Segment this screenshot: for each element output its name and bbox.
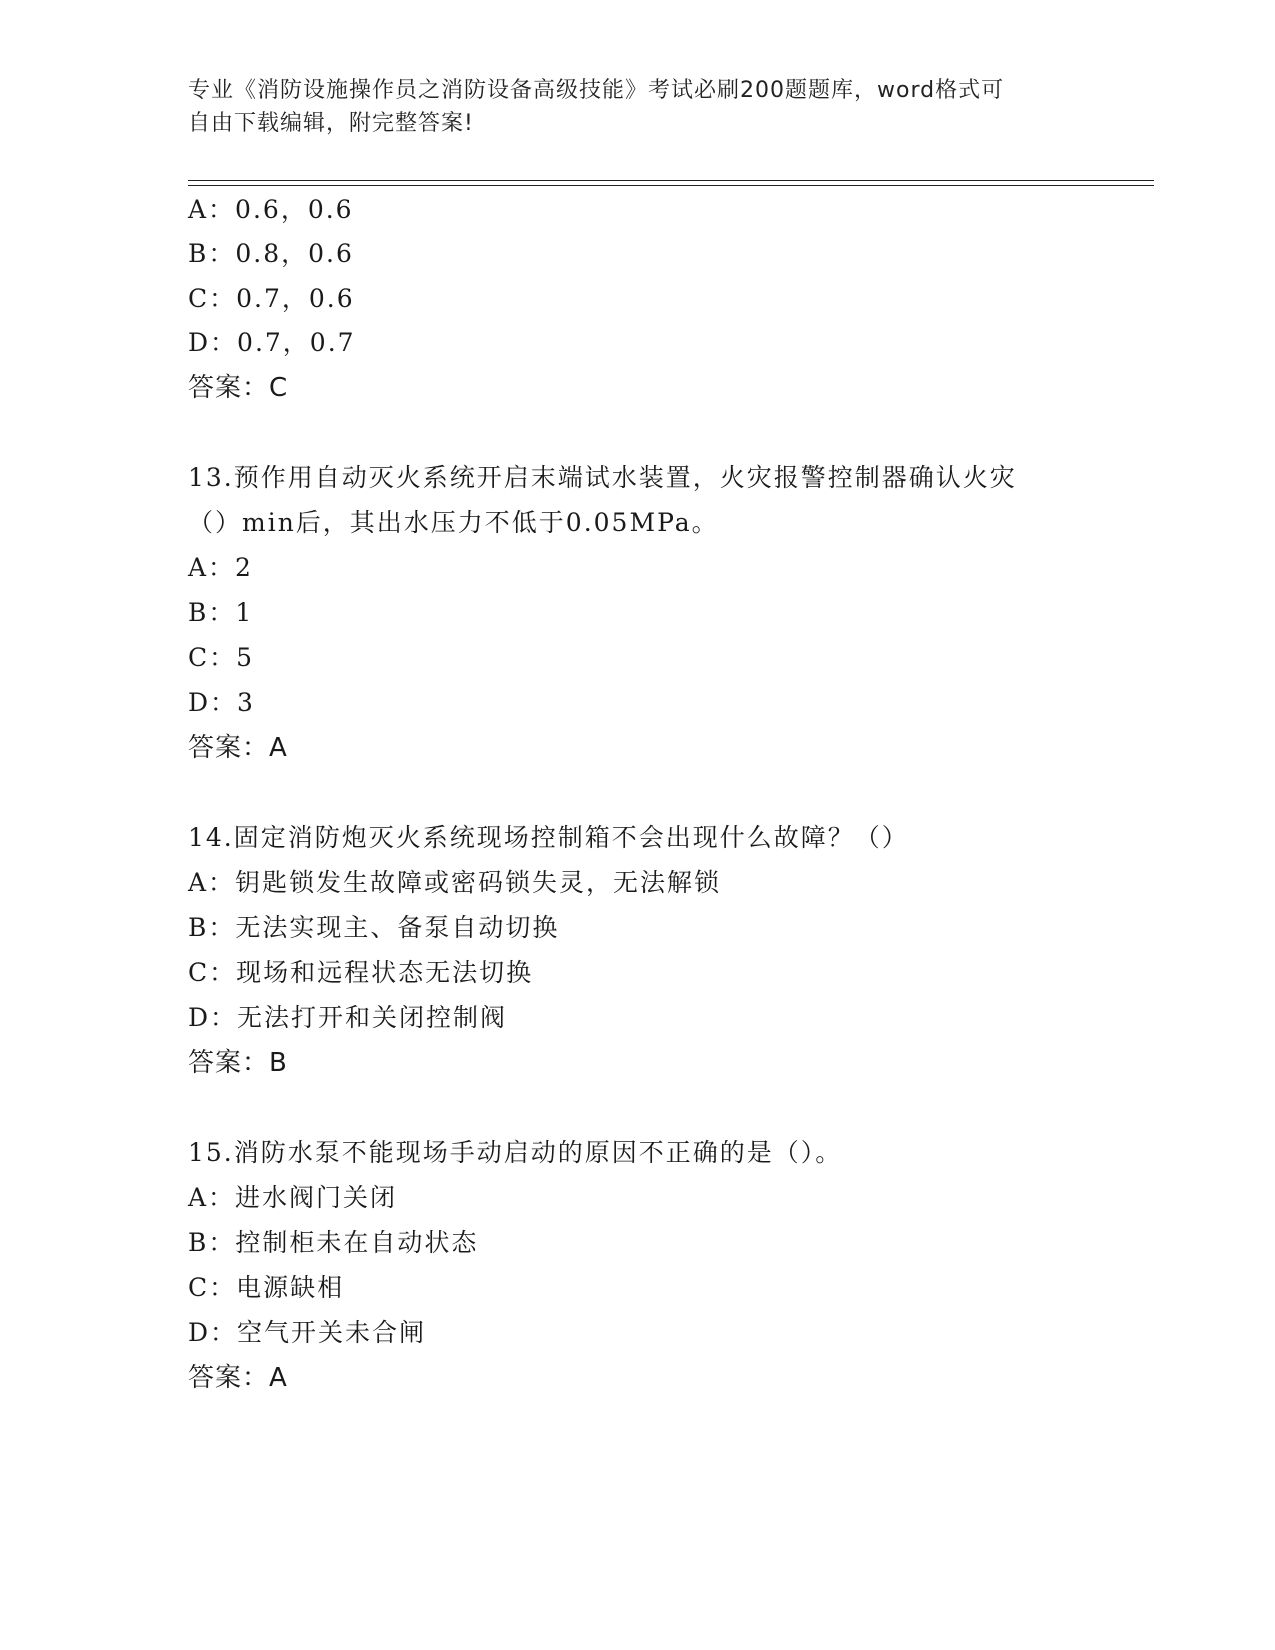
q15-option-b: B：控制柜未在自动状态 (188, 1228, 479, 1257)
q13-option-a: A：2 (188, 553, 253, 582)
header-rule-top (188, 180, 1154, 181)
q12-option-b: B：0.8，0.6 (188, 239, 354, 268)
q12-answer: 答案：C (188, 373, 289, 403)
q14-option-c: C：现场和远程状态无法切换 (188, 958, 534, 987)
q14-option-b: B：无法实现主、备泵自动切换 (188, 913, 560, 942)
q13-stem-line-2: （）min后，其出水压力不低于0.05MPa。 (188, 508, 719, 537)
q15-option-a: A：进水阀门关闭 (188, 1183, 398, 1212)
q13-option-d: D：3 (188, 688, 255, 717)
q13-answer: 答案：A (188, 733, 288, 763)
q13-option-c: C：5 (188, 643, 255, 672)
q12-option-d: D：0.7，0.7 (188, 328, 356, 357)
q15-stem: 15.消防水泵不能现场手动启动的原因不正确的是（）。 (188, 1138, 843, 1167)
q13-option-b: B：1 (188, 598, 254, 627)
q12-option-c: C：0.7，0.6 (188, 284, 355, 313)
q14-answer: 答案：B (188, 1048, 288, 1078)
q12-option-a: A：0.6，0.6 (188, 195, 354, 224)
header-line-2: 自由下载编辑，附完整答案! (188, 111, 474, 136)
q13-stem-line-1: 13.预作用自动灭火系统开启末端试水装置，火灾报警控制器确认火灾 (188, 463, 1017, 492)
document-header (188, 74, 1088, 140)
q14-stem: 14.固定消防炮灭火系统现场控制箱不会出现什么故障？（） (188, 823, 909, 852)
header-line-1: 专业《消防设施操作员之消防设备高级技能》考试必刷200题题库，word格式可 (188, 78, 1005, 103)
q14-option-d: D：无法打开和关闭控制阀 (188, 1003, 508, 1032)
q15-option-d: D：空气开关未合闸 (188, 1318, 427, 1347)
q15-option-c: C：电源缺相 (188, 1273, 345, 1302)
header-rule-bottom (188, 185, 1154, 186)
q14-option-a: A：钥匙锁发生故障或密码锁失灵，无法解锁 (188, 868, 722, 897)
q15-answer: 答案：A (188, 1363, 288, 1393)
